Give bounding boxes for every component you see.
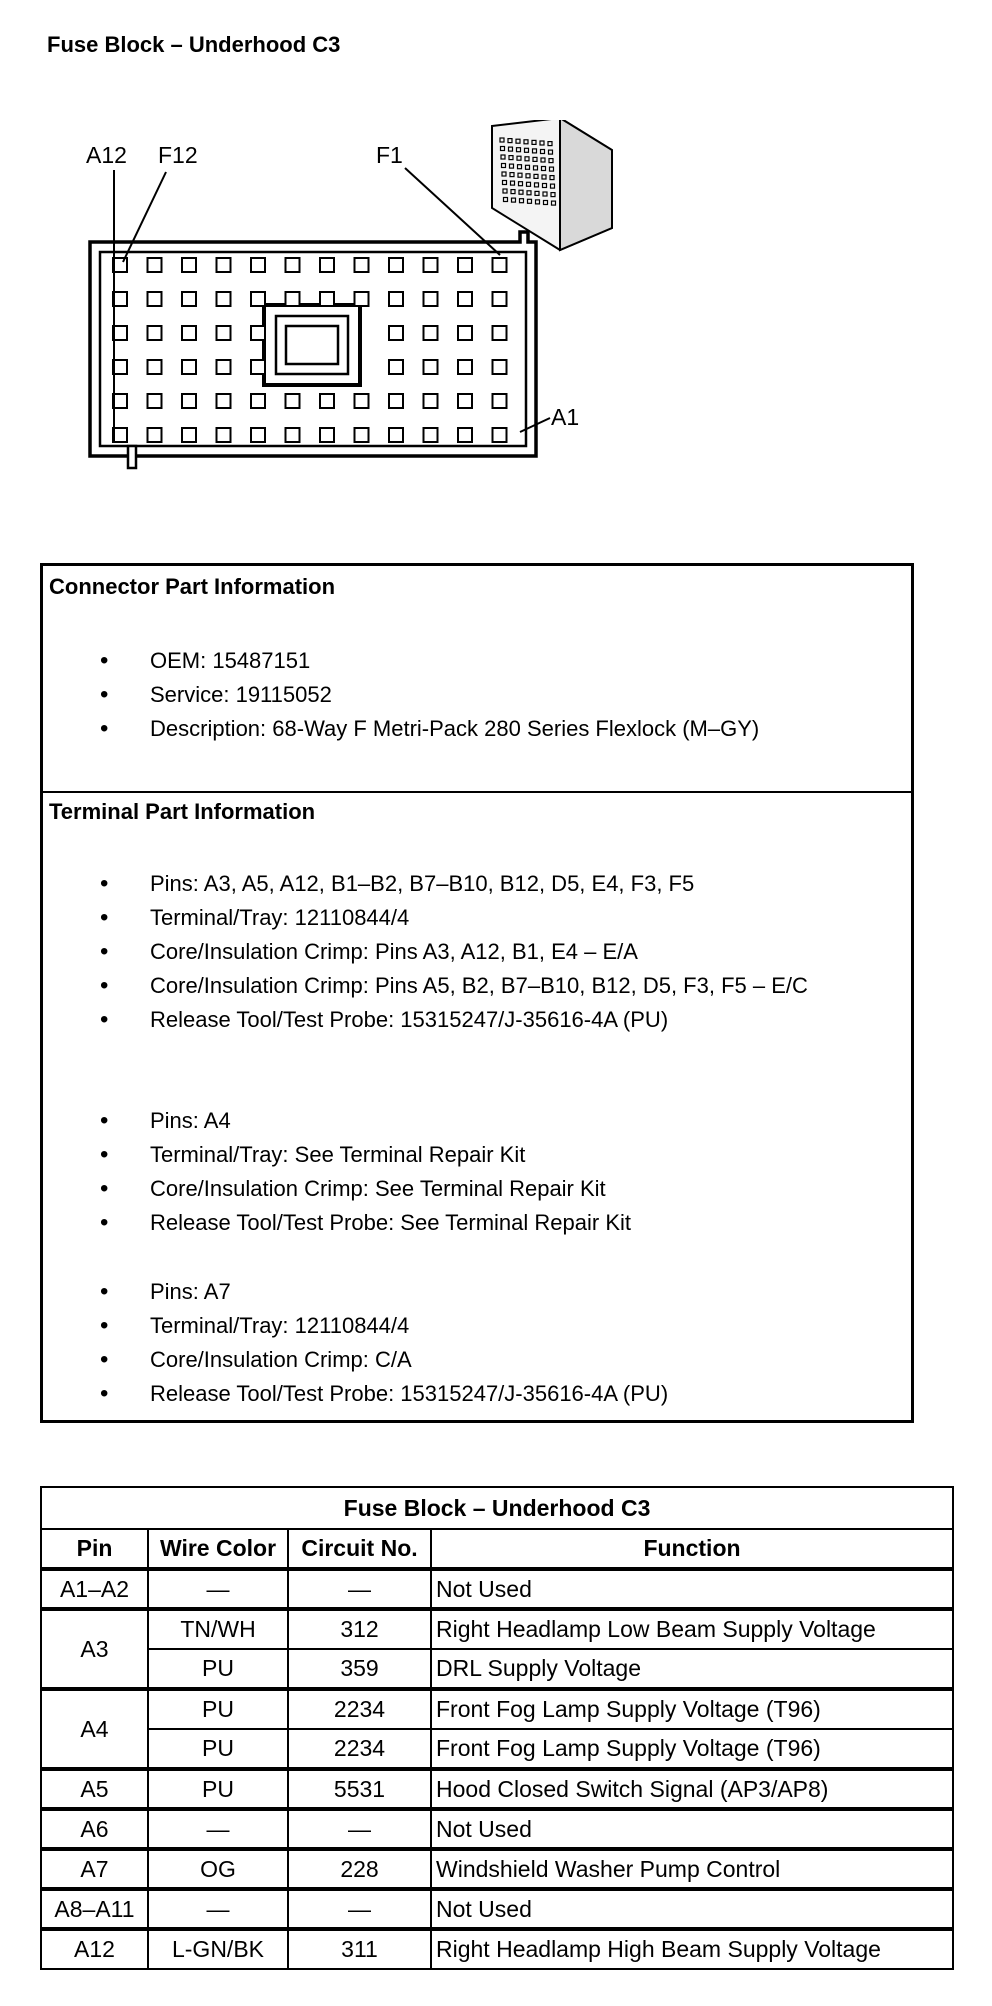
pin-cavity	[493, 292, 507, 306]
pin-cell: A7	[41, 1849, 148, 1889]
pin-cavity	[217, 428, 231, 442]
pin-cavity	[458, 292, 472, 306]
callout-f1: F1	[376, 142, 403, 168]
callout-f12: F12	[158, 142, 198, 168]
pin-cavity	[320, 428, 334, 442]
pin-cavity	[217, 258, 231, 272]
pin-cavity	[148, 292, 162, 306]
pin-cavity	[251, 394, 265, 408]
callout-a1: A1	[551, 404, 580, 430]
table-title: Fuse Block – Underhood C3	[41, 1487, 953, 1529]
pin-cavity	[286, 258, 300, 272]
pin-cavity	[182, 326, 196, 340]
pin-cavity	[355, 394, 369, 408]
pin-cell: A5	[41, 1769, 148, 1809]
pin-cavity	[389, 428, 403, 442]
wire-color-cell: —	[148, 1809, 288, 1849]
terminal-group-3	[43, 1275, 668, 1411]
pin-cavity	[493, 326, 507, 340]
pin-cavity	[148, 428, 162, 442]
pin-cavity	[355, 292, 369, 306]
pin-cavity	[424, 360, 438, 374]
pin-cavity	[286, 394, 300, 408]
circuit-cell: 2234	[288, 1729, 431, 1769]
list-item: • Terminal/Tray: 12110844/4	[43, 901, 808, 935]
list-item: • Core/Insulation Crimp: See Terminal Repair Kit	[43, 1172, 631, 1206]
wire-color-cell: L-GN/BK	[148, 1929, 288, 1969]
circuit-cell: —	[288, 1809, 431, 1849]
terminal-info-heading: Terminal Part Information	[49, 799, 316, 824]
pin-cavity	[217, 394, 231, 408]
table-row	[41, 1809, 953, 1849]
pin-cell: A4	[41, 1689, 148, 1769]
pin-cell: A8–A11	[41, 1889, 148, 1929]
wire-color-cell: TN/WH	[148, 1609, 288, 1649]
pin-cavity	[113, 326, 127, 340]
function-cell: Not Used	[431, 1569, 953, 1609]
pin-cavity	[251, 326, 265, 340]
circuit-cell: 312	[288, 1609, 431, 1649]
pin-cavity	[286, 428, 300, 442]
wire-color-cell: PU	[148, 1769, 288, 1809]
list-item: • Pins: A4	[43, 1104, 631, 1138]
pin-cavity	[286, 292, 300, 306]
table-header-row	[41, 1529, 953, 1569]
pin-cavity	[355, 258, 369, 272]
list-item: • Core/Insulation Crimp: C/A	[43, 1343, 668, 1377]
list-item: • Pins: A7	[43, 1275, 668, 1309]
list-item: • Terminal/Tray: 12110844/4	[43, 1309, 668, 1343]
list-item: • Release Tool/Test Probe: 15315247/J-35616-4A (PU)	[43, 1003, 808, 1037]
pin-cavity	[182, 360, 196, 374]
list-item: • Pins: A3, A5, A12, B1–B2, B7–B10, B12, D5, E4, F3, F5	[43, 867, 808, 901]
pin-cavity	[458, 428, 472, 442]
pin-cavity	[424, 326, 438, 340]
circuit-cell: 228	[288, 1849, 431, 1889]
list-item: • OEM: 15487151	[43, 644, 759, 678]
pin-cavity	[251, 292, 265, 306]
pin-cavity	[320, 394, 334, 408]
terminal-group-1	[43, 867, 808, 1037]
pin-cell: A3	[41, 1609, 148, 1689]
circuit-cell: —	[288, 1569, 431, 1609]
table-row	[41, 1729, 953, 1769]
table-row	[41, 1849, 953, 1889]
pin-cavity	[217, 360, 231, 374]
circuit-cell: 359	[288, 1649, 431, 1689]
column-header-function: Function	[431, 1529, 953, 1569]
pin-cavity	[113, 360, 127, 374]
pin-cavity	[493, 394, 507, 408]
wire-color-cell: PU	[148, 1729, 288, 1769]
table-row	[41, 1569, 953, 1609]
part-info-box	[40, 563, 914, 1423]
circuit-cell: 5531	[288, 1769, 431, 1809]
circuit-cell: 311	[288, 1929, 431, 1969]
pin-cavity	[182, 258, 196, 272]
list-item: • Core/Insulation Crimp: Pins A3, A12, B1, E4 – E/A	[43, 935, 808, 969]
pin-cavity	[458, 360, 472, 374]
function-cell: DRL Supply Voltage	[431, 1649, 953, 1689]
terminal-part-info	[43, 791, 911, 1420]
pin-cavity	[217, 326, 231, 340]
pin-cavity	[424, 428, 438, 442]
table-row	[41, 1649, 953, 1689]
function-cell: Right Headlamp Low Beam Supply Voltage	[431, 1609, 953, 1649]
pin-cavity	[458, 258, 472, 272]
pin-cavity	[182, 292, 196, 306]
pin-table	[40, 1486, 954, 1970]
connector-thumbnail	[492, 120, 612, 250]
pin-cavity	[113, 394, 127, 408]
table-row	[41, 1609, 953, 1649]
callout-a12: A12	[86, 142, 127, 168]
pin-cavity	[217, 292, 231, 306]
list-item: • Service: 19115052	[43, 678, 759, 712]
list-item: • Terminal/Tray: See Terminal Repair Kit	[43, 1138, 631, 1172]
pin-cavity-grid	[113, 258, 507, 442]
pin-cavity	[182, 428, 196, 442]
pin-cavity	[251, 258, 265, 272]
table-row	[41, 1889, 953, 1929]
wire-color-cell: PU	[148, 1649, 288, 1689]
pin-cavity	[389, 258, 403, 272]
pin-cavity	[355, 428, 369, 442]
function-cell: Right Headlamp High Beam Supply Voltage	[431, 1929, 953, 1969]
pin-cavity	[148, 360, 162, 374]
wire-color-cell: —	[148, 1569, 288, 1609]
pin-cell: A1–A2	[41, 1569, 148, 1609]
list-item: • Release Tool/Test Probe: See Terminal Repair Kit	[43, 1206, 631, 1240]
function-cell: Not Used	[431, 1809, 953, 1849]
column-header-wire-color: Wire Color	[148, 1529, 288, 1569]
pin-cavity	[424, 292, 438, 306]
pin-cavity	[182, 394, 196, 408]
pin-cavity	[493, 428, 507, 442]
pin-cavity	[251, 360, 265, 374]
function-cell: Windshield Washer Pump Control	[431, 1849, 953, 1889]
pin-cavity	[493, 258, 507, 272]
table-row	[41, 1929, 953, 1969]
wire-color-cell: OG	[148, 1849, 288, 1889]
wire-color-cell: PU	[148, 1689, 288, 1729]
connector-part-info	[43, 566, 911, 793]
pin-cavity	[251, 428, 265, 442]
list-item: • Release Tool/Test Probe: 15315247/J-35616-4A (PU)	[43, 1377, 668, 1411]
list-item: • Core/Insulation Crimp: Pins A5, B2, B7–B10, B12, D5, F3, F5 – E/C	[43, 969, 808, 1003]
pin-cavity	[148, 394, 162, 408]
pin-cavity	[389, 360, 403, 374]
pin-cavity	[113, 292, 127, 306]
pin-cavity	[389, 394, 403, 408]
pin-cavity	[148, 326, 162, 340]
pin-cavity	[458, 394, 472, 408]
pin-cavity	[493, 360, 507, 374]
pin-cavity	[320, 258, 334, 272]
pin-cell: A6	[41, 1809, 148, 1849]
pin-cavity	[424, 394, 438, 408]
function-cell: Hood Closed Switch Signal (AP3/AP8)	[431, 1769, 953, 1809]
function-cell: Front Fog Lamp Supply Voltage (T96)	[431, 1689, 953, 1729]
pin-cell: A12	[41, 1929, 148, 1969]
function-cell: Not Used	[431, 1889, 953, 1929]
page-title: Fuse Block – Underhood C3	[47, 32, 341, 57]
table-row	[41, 1769, 953, 1809]
pin-cavity	[320, 292, 334, 306]
circuit-cell: —	[288, 1889, 431, 1929]
wire-color-cell: —	[148, 1889, 288, 1929]
terminal-group-2	[43, 1104, 631, 1240]
pin-cavity	[148, 258, 162, 272]
connector-info-heading: Connector Part Information	[49, 574, 336, 599]
pin-cavity	[424, 258, 438, 272]
list-item: • Description: 68-Way F Metri-Pack 280 Series Flexlock (M–GY)	[43, 712, 759, 746]
circuit-cell: 2234	[288, 1689, 431, 1729]
table-row	[41, 1689, 953, 1729]
pin-cavity	[389, 326, 403, 340]
pin-cavity	[458, 326, 472, 340]
column-header-circuit: Circuit No.	[288, 1529, 431, 1569]
connector-info-list	[43, 644, 759, 746]
function-cell: Front Fog Lamp Supply Voltage (T96)	[431, 1729, 953, 1769]
pin-cavity	[113, 428, 127, 442]
connector-diagram	[0, 120, 640, 480]
column-header-pin: Pin	[41, 1529, 148, 1569]
pin-cavity	[389, 292, 403, 306]
